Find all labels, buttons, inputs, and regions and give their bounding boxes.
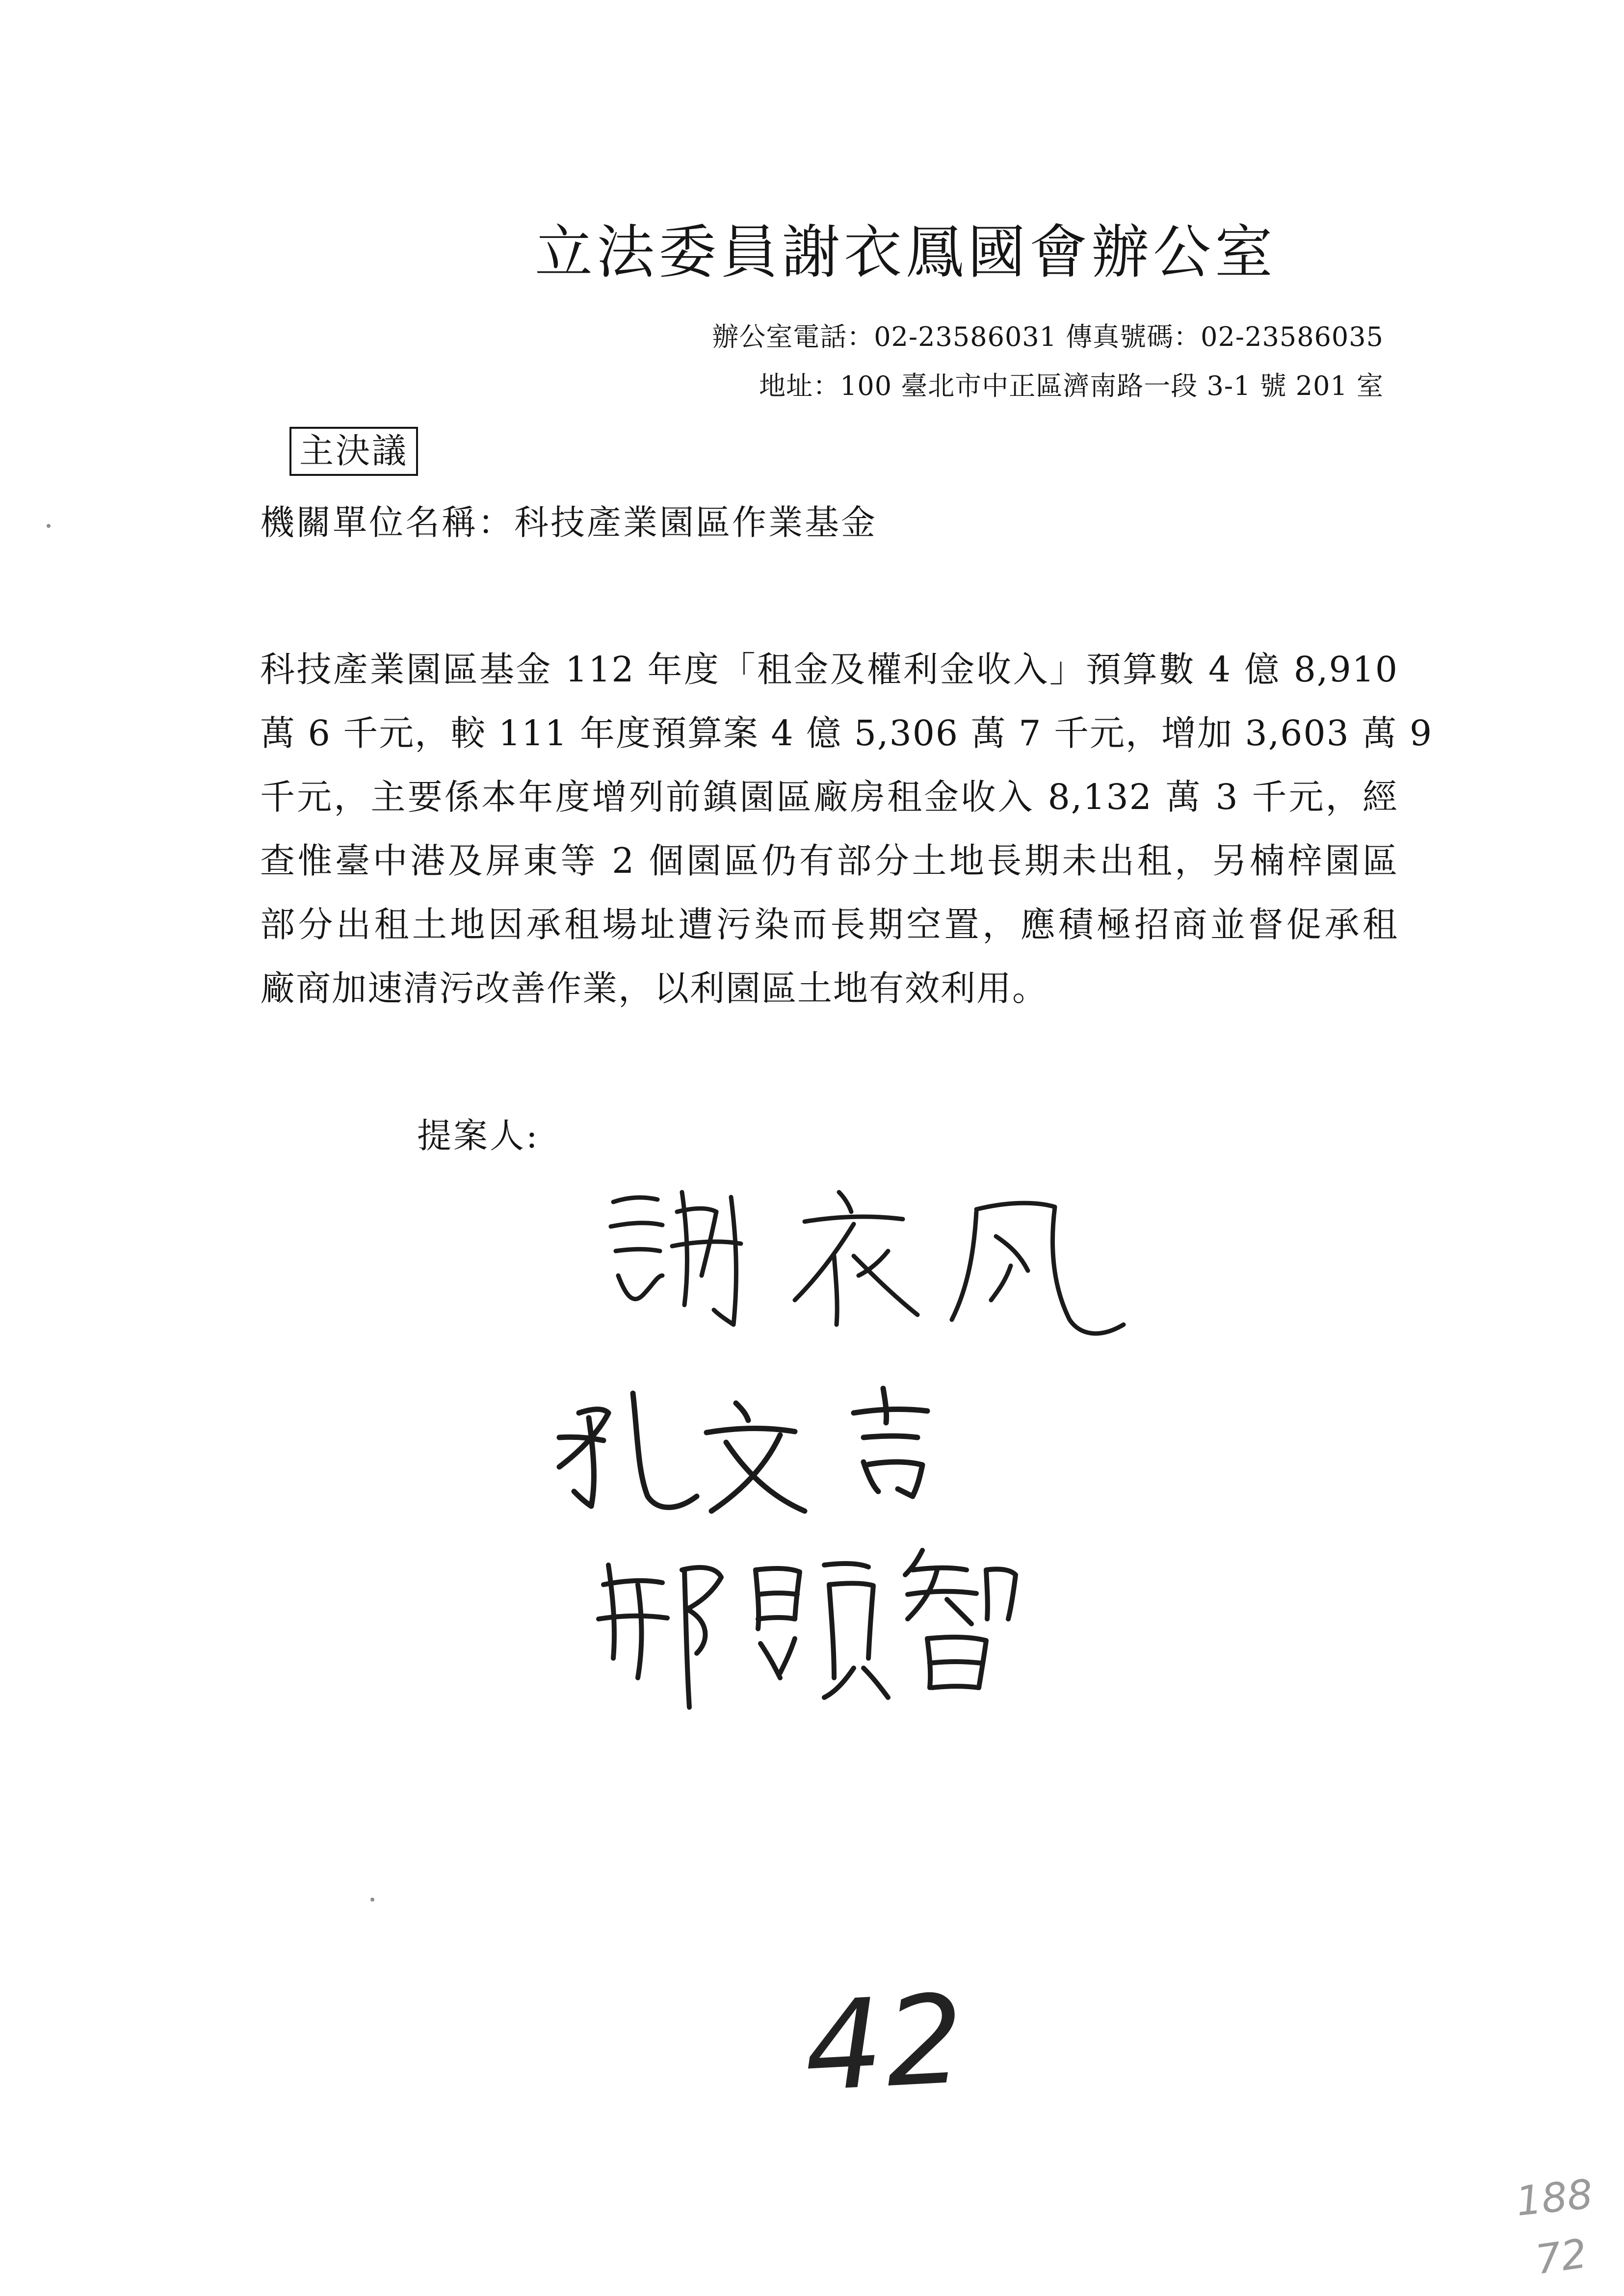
resolution-body [260, 638, 1433, 1020]
resolution-type-box: 主決議 [289, 427, 418, 476]
corner-mark-top: 188 [1514, 2171, 1595, 2225]
corner-mark-bottom: 72 [1532, 2230, 1590, 2284]
signature-2 [559, 1388, 927, 1511]
body-line: 千元，主要係本年度增列前鎮園區廠房租金收入 8,132 萬 3 千元，經 [260, 777, 1398, 817]
scan-speck [47, 524, 51, 528]
signature-3 [599, 1550, 1016, 1707]
address-line: 地址：100 臺北市中正區濟南路一段 3-1 號 201 室 [759, 370, 1384, 401]
body-line: 科技產業園區基金 112 年度「租金及權利金收入」預算數 4 億 8,910 [260, 649, 1398, 690]
body-line: 部分出租土地因承租場址遭污染而長期空置，應積極招商並督促承租 [260, 904, 1398, 945]
body-line: 萬 6 千元，較 111 年度預算案 4 億 5,306 萬 7 千元，增加 3,603 萬 9 [260, 713, 1433, 754]
agency-name-line: 機關單位名稱：科技產業園區作業基金 [260, 502, 877, 543]
handwritten-page-number: 42 [801, 1967, 970, 2119]
body-line: 查惟臺中港及屏東等 2 個園區仍有部分土地長期未出租，另楠梓園區 [260, 840, 1398, 881]
signature-1 [611, 1192, 1124, 1333]
scan-speck [370, 1898, 374, 1902]
phone-fax-line: 辦公室電話：02-23586031 傳真號碼：02-23586035 [712, 321, 1384, 352]
body-line: 廠商加速清污改善作業，以利園區土地有效利用。 [260, 968, 1048, 1009]
office-title: 立法委員謝衣鳳國會辦公室 [535, 218, 1277, 286]
proposer-label: 提案人: [417, 1116, 540, 1156]
